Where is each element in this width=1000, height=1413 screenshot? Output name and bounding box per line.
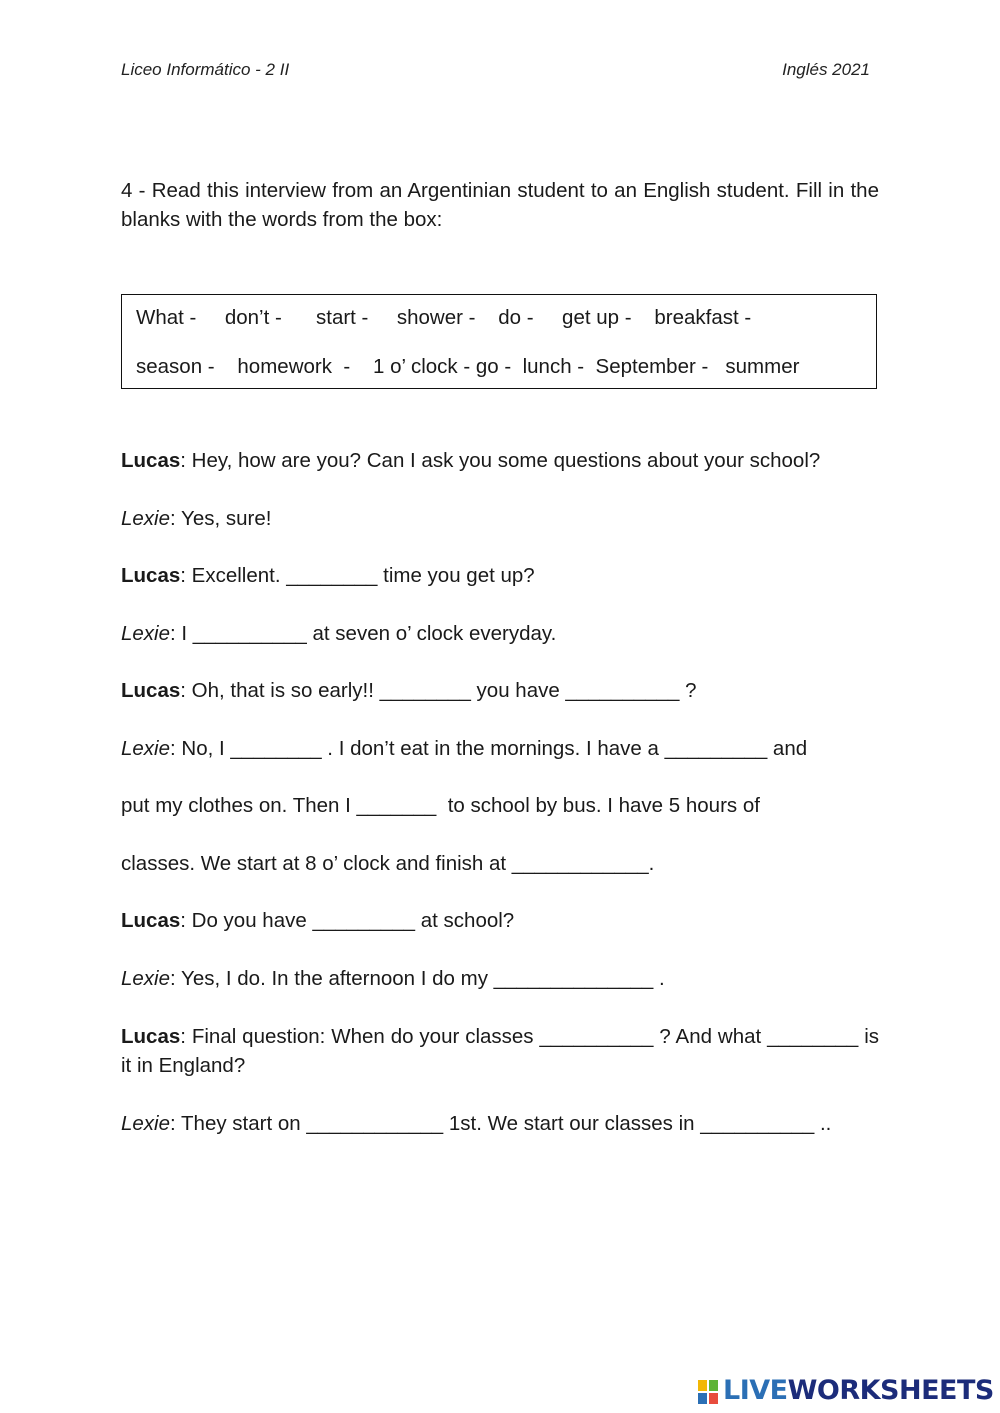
speaker-lucas: Lucas bbox=[121, 1025, 181, 1048]
dialogue-line bbox=[121, 791, 879, 820]
line-text: : Final question: When do your classes __________ ? And what ________ is it in England? bbox=[121, 1025, 879, 1077]
line-text: : Yes, I do. In the afternoon I do my ______________ . bbox=[170, 967, 665, 990]
dialogue-line bbox=[121, 1022, 879, 1080]
logo-wordmark: LIVEWORKSHEETS bbox=[723, 1375, 994, 1406]
header-school: Liceo Informático - 2 II bbox=[121, 60, 290, 79]
line-text: : Excellent. ________ time you get up? bbox=[180, 564, 535, 587]
dialogue-line bbox=[121, 561, 879, 590]
line-text: : No, I ________ . I don’t eat in the mornings. I have a _________ and bbox=[170, 737, 808, 760]
dialogue-line bbox=[121, 734, 879, 763]
header-subject-year: Inglés 2021 bbox=[782, 60, 870, 79]
line-text: : Do you have _________ at school? bbox=[180, 909, 515, 932]
dialogue-line bbox=[121, 906, 879, 935]
word-box bbox=[121, 294, 877, 389]
speaker-lucas: Lucas bbox=[121, 909, 181, 932]
speaker-lexie: Lexie bbox=[121, 737, 171, 760]
speaker-lucas: Lucas bbox=[121, 449, 181, 472]
line-text: put my clothes on. Then I _______ to school by bus. I have 5 hours of bbox=[121, 794, 760, 817]
dialogue-line bbox=[121, 964, 879, 993]
speaker-lexie: Lexie bbox=[121, 967, 171, 990]
dialogue-line bbox=[121, 1109, 879, 1138]
word-box-line-2: season - homework - 1 o’ clock - go - lunch - September - summer bbox=[136, 355, 800, 378]
line-text: : Yes, sure! bbox=[170, 507, 272, 530]
worksheet-icon bbox=[697, 1379, 719, 1405]
liveworksheets-logo[interactable] bbox=[697, 1372, 997, 1412]
dialogue-line bbox=[121, 676, 879, 705]
line-text: : Oh, that is so early!! ________ you have __________ ? bbox=[180, 679, 697, 702]
speaker-lexie: Lexie bbox=[121, 622, 171, 645]
speaker-lexie: Lexie bbox=[121, 507, 171, 530]
dialogue-line bbox=[121, 504, 879, 533]
line-text: : I __________ at seven o’ clock everyday. bbox=[170, 622, 557, 645]
line-text: : They start on ____________ 1st. We start our classes in __________ .. bbox=[170, 1112, 832, 1135]
speaker-lexie: Lexie bbox=[121, 1112, 171, 1135]
line-text: classes. We start at 8 o’ clock and finish at ____________. bbox=[121, 852, 655, 875]
dialogue-line bbox=[121, 619, 879, 648]
dialogue-line bbox=[121, 849, 879, 878]
line-text: : Hey, how are you? Can I ask you some questions about your school? bbox=[180, 449, 821, 472]
word-box-line-1: What - don’t - start - shower - do - get up - breakfast - bbox=[136, 306, 752, 329]
exercise-instructions: 4 - Read this interview from an Argentinian student to an English student. Fill in the blanks with the words from the box: bbox=[121, 179, 879, 231]
dialogue-line bbox=[121, 446, 879, 475]
speaker-lucas: Lucas bbox=[121, 564, 181, 587]
speaker-lucas: Lucas bbox=[121, 679, 181, 702]
